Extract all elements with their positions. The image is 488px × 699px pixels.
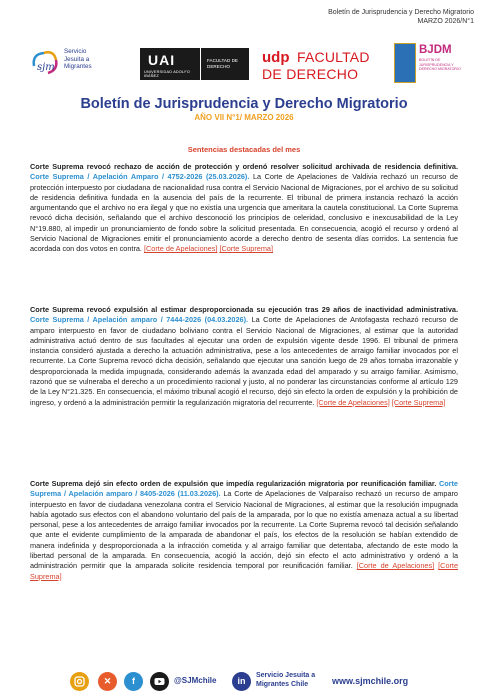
appeals-court-link[interactable]: [Corte de Apelaciones] [144, 244, 218, 254]
sjm-logo-text: Servicio Jesuita a Migrantes [64, 48, 92, 70]
entry-body: La Corte de Apelaciones de Valparaíso rechazó un recurso de amparo interpuesto en favor de ciudadana venezolana contra el Servicio Nacional de Migraciones, al estimar que la resolución impugnada había agotado sus efectos con el abandono voluntario del país de la amparada, por lo que no existía amenaza actual a su libertad personal, pese a los antecedentes de arraigo familiar invocados por la recurrente. La Corte Suprema revocó tal decisión señalando que ante el evidente cumplimiento de la amparada de abandonar el país, los efectos de la resolución se habían extendido de manera indefinida y desproporcionada a la infracción cometida y al arraigo familiar que detentaba, afectando de este modo la libertad personal de la amparada. En consecuencia, acogió la acción, dejó sin efecto el acto administrativo y ordenó a la administración permitir que la amparada solicite residencia temporal por reunificación familiar. [30, 489, 458, 571]
appeals-court-link[interactable]: [Corte de Apelaciones] [356, 561, 435, 571]
entry-case-reference: Corte Suprema / Apelación amparo / 8405-2026 (11.03.2026). [30, 479, 458, 499]
entry-case-reference: Corte Suprema / Apelación Amparo / 4752-2026 (25.03.2026). [30, 172, 250, 182]
header-note-title: Boletín de Jurisprudencia y Derecho Migratorio [328, 9, 474, 16]
appeals-court-link[interactable]: [Corte de Apelaciones] [316, 397, 390, 407]
youtube-icon[interactable] [150, 672, 169, 691]
bjdm-cover-icon [394, 43, 416, 83]
udp-logo [262, 46, 382, 82]
case-entry-3 [30, 479, 458, 582]
supreme-court-link[interactable]: [Corte Suprema] [219, 244, 273, 254]
uai-subtext: UNIVERSIDAD ADOLFO IBÁÑEZ [144, 70, 191, 78]
supreme-court-link[interactable]: [Corte Suprema] [391, 397, 446, 407]
entry-body: La Corte de Apelaciones de Antofagasta rechazó recurso de amparo interpuesto en favor de ciudadano boliviano contra el Servicio Nacional de Migraciones, al estimar que la autoridad administrativa actuó dentro de sus facultades al ejecutar una orden de expulsión vigente desde 1996. El tribunal de primera instancia consideró ajustada a derecho la actuación administrativa, pese a los antecedentes de arraigo familiar invocados por el recurrente. La Corte Suprema revocó dicha decisión, señalando que ejecutar una sanción luego de 29 años tornaba irrazonable y desproporcionada la medida impugnada, considerando además la avanzada edad del amparado y su arraigo familiar. Asimismo, razonó que se vulneraba el derecho a un procedimiento racional y justo, al no ponderar las circunstancias conforme al artículo 129 de la Ley N°21.325. En consecuencia, el máximo tribunal acogió el recurso, dejó sin efecto la orden de expulsión y la prohibición de ingreso, y ordenó a la administración permitir la regularización migratoria del recurrente. [30, 315, 459, 407]
entry-headline: Corte Suprema revocó expulsión al estimar desproporcionada su ejecución tras 29 años de inactividad administrativa. [30, 305, 458, 314]
bjdm-title: BJDM [419, 44, 452, 56]
entry-body: La Corte de Apelaciones de Valdivia rechazó un recurso de protección interpuesto por ciudadana de nacionalidad rusa contra el Servicio Nacional de Migraciones, por el archivo de su solicitud de residencia definitiva fundada en la ausencia del país de la recurrente. El tribunal de primera instancia rechazó la acción argumentando que el archivo no era ilegal y que no existía una urgencia que ameritara la cautela constitucional. La Corte Suprema revocó dicha decisión, señalando que el archivo desconoció los principios de celeridad, conclusivo e inexcusabilidad de la Ley N°19.880, al impedir un pronunciamiento de fondo sobre la solicitud presentada. En consecuencia, acogió el recurso y ordenó al Servicio Nacional de Migraciones emitir el pronunciamiento acorde a derecho dentro de sesenta días corridos. La sentencia fue acordada con dos votos en contra. [30, 172, 459, 254]
social-handle: @SJMchile [174, 676, 217, 685]
footer-organization: Servicio Jesuita a Migrantes Chile [256, 672, 316, 688]
entry-headline: Corte Suprema dejó sin efecto orden de expulsión que impedía regularización migratoria por reunificación familiar. [30, 479, 437, 488]
udp-faculty: FACULTAD [297, 49, 370, 65]
uai-logo [140, 48, 200, 80]
x-icon[interactable]: ✕ [98, 672, 117, 691]
entry-case-reference: Corte Suprema / Apelación amparo / 7444-2026 (04.03.2026). [30, 315, 249, 325]
linkedin-icon[interactable]: in [232, 672, 251, 691]
udp-law: DE DERECHO [262, 66, 359, 82]
section-heading: Sentencias destacadas del mes [187, 145, 301, 154]
case-entry-2 [30, 305, 458, 408]
logo-bar [0, 42, 488, 84]
svg-text:sjm: sjm [37, 62, 55, 73]
instagram-icon[interactable] [70, 672, 89, 691]
footer [0, 671, 488, 695]
entry-headline: Corte Suprema revocó rechazo de acción de protección y ordenó resolver solicitud archivada de residencia definitiva. [30, 162, 458, 171]
sjm-logo [30, 44, 122, 80]
case-entry-1 [30, 162, 458, 255]
header-note-issue: MARZO 2026/N°1 [417, 17, 474, 25]
uai-faculty-label: FACULTAD DE DERECHO [201, 48, 249, 80]
website-link[interactable]: www.sjmchile.org [332, 676, 409, 686]
bjdm-logo [394, 42, 474, 84]
uai-mark: UAI [148, 52, 176, 68]
udp-mark: udp [262, 49, 290, 66]
issue-subtitle: AÑO VII N°1/ MARZO 2026 [194, 113, 294, 122]
sjm-mark-icon [30, 48, 62, 78]
bjdm-subtitle: BOLETÍN DE JURISPRUDENCIA Y DERECHO MIGRATORIO [419, 58, 461, 72]
facebook-icon[interactable]: f [124, 672, 143, 691]
supreme-court-link[interactable]: [Corte Suprema] [30, 561, 459, 581]
page-title: Boletín de Jurisprudencia y Derecho Migratorio [80, 96, 408, 112]
header-note [328, 9, 474, 26]
